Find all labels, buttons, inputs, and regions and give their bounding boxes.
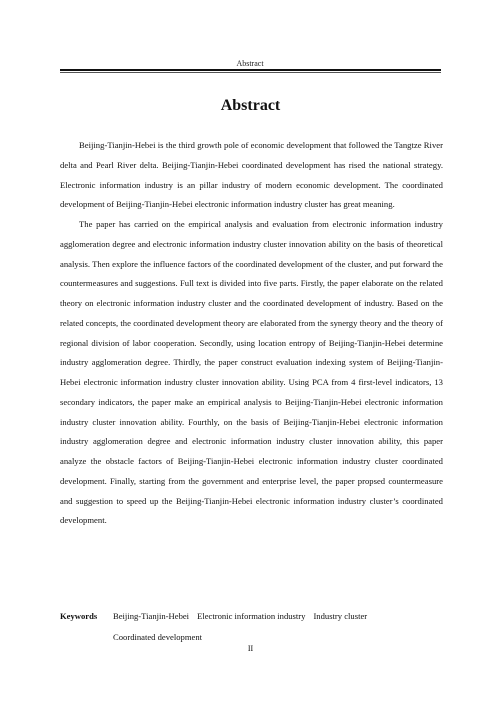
header-rule-thick [60,69,441,71]
keyword-item: Beijing-Tianjin-Hebei [113,611,190,621]
header-rule-thin [60,72,441,73]
keywords-block [60,606,443,648]
abstract-body [60,136,443,531]
abstract-paragraph-2: The paper has carried on the empirical analysis and evaluation from electronic information industry agglomeration degree and electronic information industry cluster innovation ability on the basis of theoretical analysis. Then explore the influence factors of the coordinated development of the cluster, and put forward the countermeasures and suggestions. Full text is divided into five parts. Firstly, the paper elaborate on the related theory on electronic information industry cluster and the coordinated development of industry. Based on the related concepts, the coordinated development theory are elaborated from the synergy theory and the theory of regional division of labor cooperation. Secondly, using location entropy of Beijing-Tianjin-Hebei determine industry agglomeration degree. Thirdly, the paper construct evaluation indexing system of Beijing-Tianjin-Hebei electronic information industry cluster innovation ability. Using PCA from 4 first-level indicators, 13 secondary indicators, the paper make an empirical analysis to Beijing-Tianjin-Hebei electronic information industry cluster innovation ability. Fourthly, on the basis of Beijing-Tianjin-Hebei electronic information industry agglomeration degree and electronic information industry cluster innovation ability, this paper analyze the obstacle factors of Beijing-Tianjin-Hebei electronic information industry cluster coordinated development. Finally, starting from the government and enterprise level, the paper propsed countermeasure and suggestion to speed up the Beijing-Tianjin-Hebei electronic information industry cluster’s coordinated development. [60,219,443,526]
keyword-item: Electronic information industry [197,611,306,621]
keyword-item: Coordinated development [113,632,203,642]
running-header: Abstract [236,59,264,68]
page-number: II [247,644,254,653]
keywords-label: Keywords [60,611,98,621]
keywords-line-1 [60,606,443,627]
abstract-paragraph-1: Beijing-Tianjin-Hebei is the third growth pole of economic development that followed the Tangtze River delta and Pearl River delta. Beijing-Tianjin-Hebei coordinated development has rised the national strategy. Electronic information industry is an pillar industry of modern economic development. The coordinated development of Beijing-Tianjin-Hebei electronic information industry cluster has great meaning. [60,140,443,210]
abstract-title: Abstract [220,97,281,114]
keyword-item: Industry cluster [313,611,368,621]
